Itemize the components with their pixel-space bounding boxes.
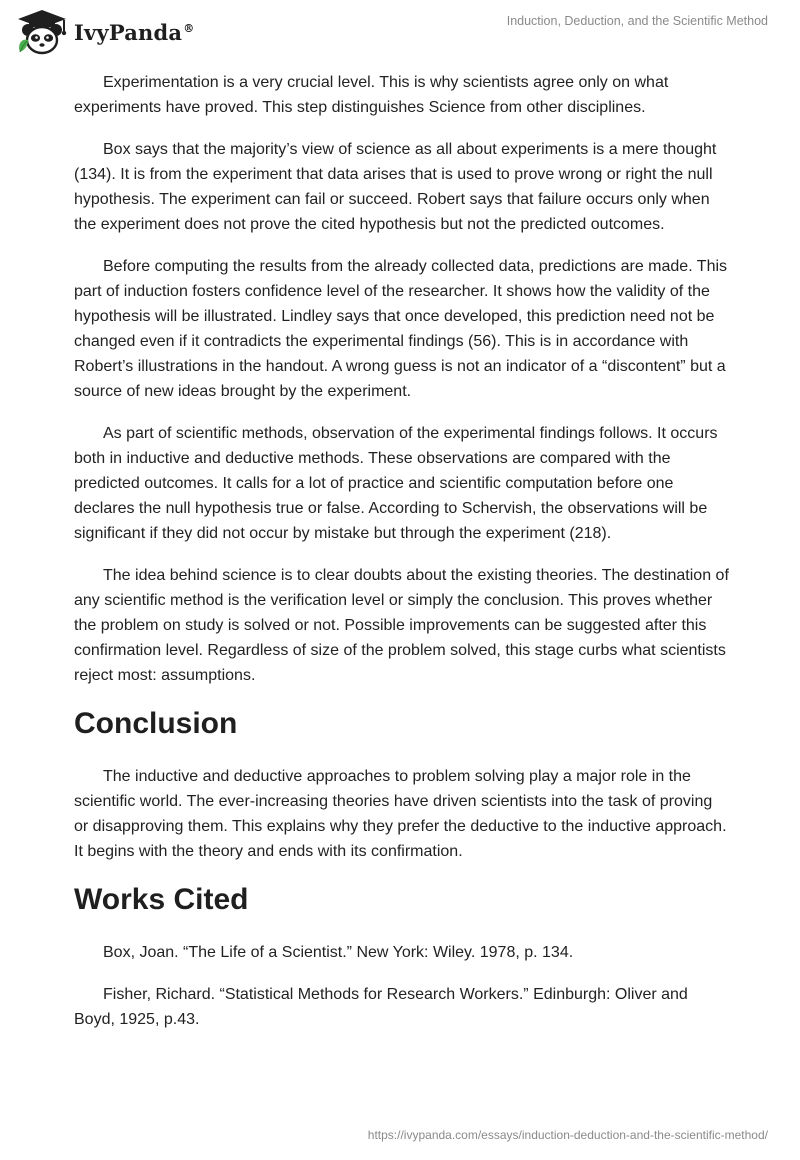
body-paragraph-experimentation: Experimentation is a very crucial level. This is why scientists agree only on what experiments have proved. This step distinguishes Science from other disciplines.: [74, 74, 669, 116]
essay-body: [74, 70, 730, 1049]
conclusion-heading: Conclusion: [74, 707, 238, 740]
body-paragraph-predictions: Before computing the results from the already collected data, predictions are made. This part of induction fosters confidence level of the researcher. It shows how the validity of the hypothesis will be illustrated. Lindley says that once developed, this prediction need not be changed even if it contradicts the experimental findings (56). This is in accordance with Robert’s illustrations in the handout. A wrong guess is not an indicator of a “discontent” but a source of new ideas brought by the experiment.: [74, 258, 728, 400]
body-paragraph-box: Box says that the majority’s view of science as all about experiments is a mere thought (134). It is from the experiment that data arises that is used to prove wrong or right the null hypothesis. The experiment can fail or succeed. Robert says that failure occurs only when the experiment does not prove the cited hypothesis but not the predicted outcomes.: [74, 141, 717, 233]
source-url-link[interactable]: https://ivypanda.com/essays/induction-deduction-and-the-scientific-method/: [367, 1128, 768, 1142]
body-paragraph-observation: As part of scientific methods, observation of the experimental findings follows. It occurs both in inductive and deductive methods. These observations are compared with the predicted outcomes. It calls for a lot of practice and scientific computation before one declares the null hypothesis true or false. According to Schervish, the observations will be significant if they did not occur by mistake but through the experiment (218).: [74, 425, 718, 542]
body-paragraph-verification: The idea behind science is to clear doubts about the existing theories. The destination of any scientific method is the verification level or simply the conclusion. This proves whether the problem on study is solved or not. Possible improvements can be suggested after this confirmation level. Regardless of size of the problem solved, this stage curbs what scientists reject most: assumptions.: [74, 567, 729, 684]
document-title: Induction, Deduction, and the Scientific Method: [506, 14, 768, 28]
conclusion-paragraph: The inductive and deductive approaches to problem solving play a major role in the scientific world. The ever-increasing theories have driven scientists into the task of proving or disapproving them. This explains why they prefer the deductive to the inductive approach. It begins with the theory and ends with its confirmation.: [74, 768, 727, 860]
page-header: [0, 0, 800, 60]
brand-name: IvyPanda®: [74, 19, 195, 45]
registered-mark: ®: [183, 21, 195, 35]
citation-entry-fisher: Fisher, Richard. “Statistical Methods for Research Workers.” Edinburgh: Oliver and Boyd, 1925, p.43.: [74, 986, 688, 1028]
works-cited-heading: Works Cited: [74, 883, 249, 916]
panda-graduate-logo-icon: [14, 8, 70, 56]
citation-entry-box: Box, Joan. “The Life of a Scientist.” New York: Wiley. 1978, p. 134.: [103, 944, 574, 961]
brand-logo[interactable]: [14, 8, 204, 56]
